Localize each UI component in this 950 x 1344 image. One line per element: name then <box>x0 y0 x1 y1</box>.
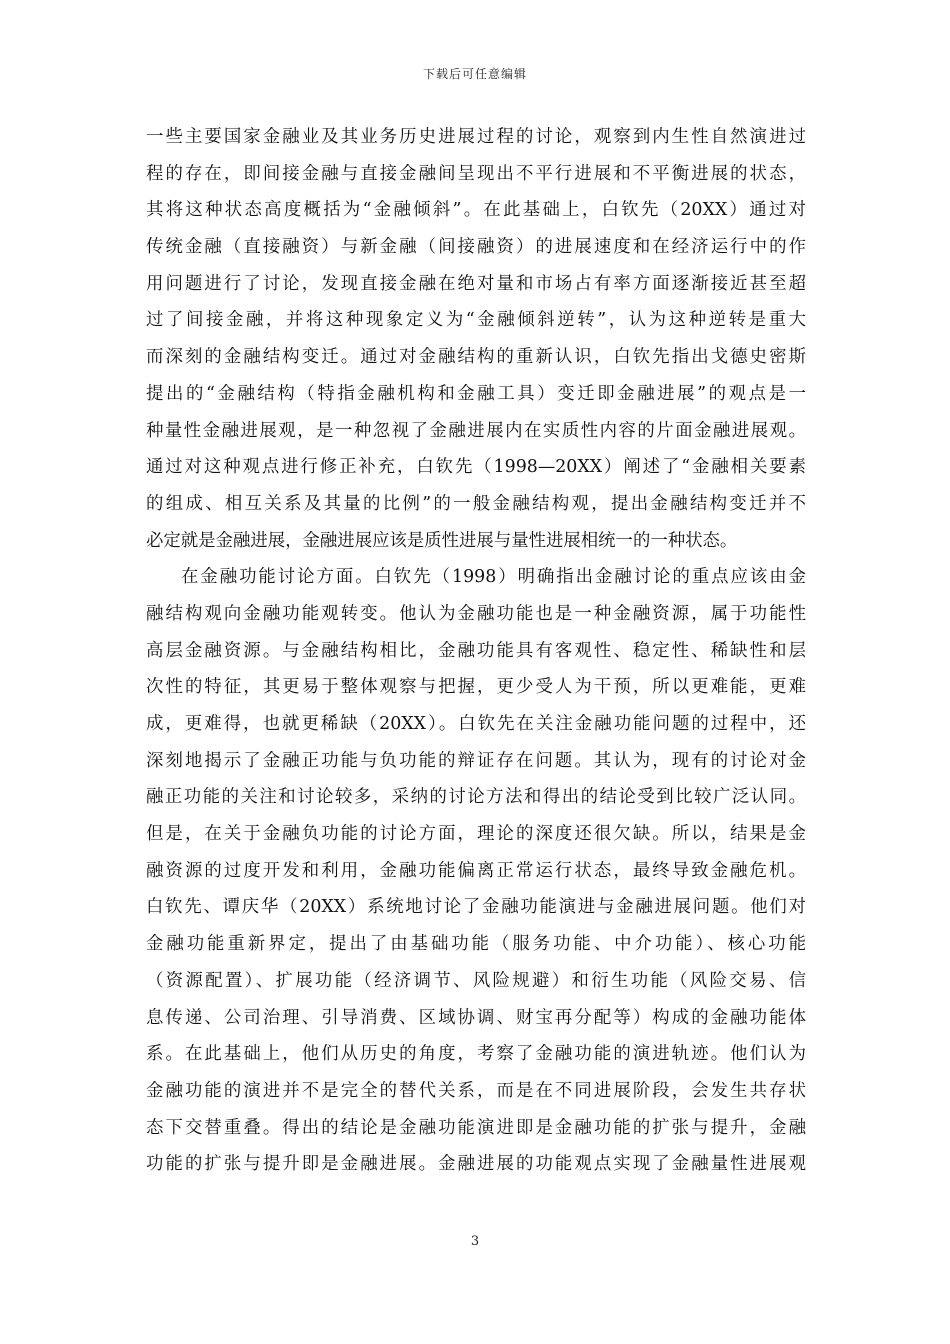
body-line: 系。在此基础上，他们从历史的角度，考察了金融功能的演进轨迹。他们认为 <box>146 1044 806 1065</box>
body-line: 用问题进行了讨论，发现直接金融在绝对量和市场占有率方面逐渐接近甚至超 <box>146 273 806 294</box>
body-line: 次性的特征，其更易于整体观察与把握，更少受人为干预，所以更难能，更难 <box>146 677 806 698</box>
body-line: 过了间接金融，并将这种现象定义为“金融倾斜逆转”，认为这种逆转是重大 <box>146 310 806 331</box>
body-line: 一些主要国家金融业及其业务历史进展过程的讨论，观察到内生性自然演进过 <box>146 127 806 147</box>
body-line: 通过对这种观点进行修正补充，白钦先（1998—20XX）阐述了“金融相关要素 <box>146 457 806 478</box>
body-line: 态下交替重叠。得出的结论是金融功能演进即是金融功能的扩张与提升，金融 <box>146 1117 806 1138</box>
body-line: 白钦先、谭庆华（20XX）系统地讨论了金融功能演进与金融进展问题。他们对 <box>146 897 806 918</box>
body-line: 功能的扩张与提升即是金融进展。金融进展的功能观点实现了金融量性进展观 <box>146 1154 806 1175</box>
document-body <box>146 119 806 1183</box>
body-line: 金融功能的演进并不是完全的替代关系，而是在不同进展阶段，会发生共存状 <box>146 1080 806 1101</box>
body-line: 息传递、公司治理、引导消费、区域协调、财宝再分配等）构成的金融功能体 <box>146 1007 806 1028</box>
body-line: 但是，在关于金融负功能的讨论方面，理论的深度还很欠缺。所以，结果是金 <box>146 824 806 845</box>
body-line: 程的存在，即间接金融与直接金融间呈现出不平行进展和不平衡进展的状态， <box>146 163 806 184</box>
body-line: 提出的“金融结构（特指金融机构和金融工具）变迁即金融进展”的观点是一 <box>146 383 806 404</box>
body-line: 其将这种状态高度概括为“金融倾斜”。在此基础上，白钦先（20XX）通过对 <box>146 200 806 221</box>
body-line: 高层金融资源。与金融结构相比，金融功能具有客观性、稳定性、稀缺性和层 <box>146 640 806 661</box>
body-line: 种量性金融进展观，是一种忽视了金融进展内在实质性内容的片面金融进展观。 <box>146 420 806 441</box>
page-header: 下载后可任意编辑 <box>422 67 527 81</box>
body-line: 融资源的过度开发和利用，金融功能偏离正常运行状态，最终导致金融危机。 <box>146 860 806 881</box>
body-line: 的组成、相互关系及其量的比例”的一般金融结构观，提出金融结构变迁并不 <box>146 493 806 514</box>
body-line: 金融功能重新界定，提出了由基础功能（服务功能、中介功能）、核心功能 <box>146 934 806 955</box>
body-line-paragraph-start: 在金融功能讨论方面。白钦先（1998）明确指出金融讨论的重点应该由金 <box>181 567 806 588</box>
body-line: 融正功能的关注和讨论较多，采纳的讨论方法和得出的结论受到比较广泛认同。 <box>146 787 806 808</box>
body-line: 传统金融（直接融资）与新金融（间接融资）的进展速度和在经济运行中的作 <box>146 237 806 258</box>
body-line: 深刻地揭示了金融正功能与负功能的辩证存在问题。其认为，现有的讨论对金 <box>146 750 806 771</box>
body-line: （资源配置）、扩展功能（经济调节、风险规避）和衍生功能（风险交易、信 <box>146 970 806 991</box>
body-line: 必定就是金融进展，金融进展应该是质性进展与量性进展相统一的一种状态。 <box>146 530 738 551</box>
body-line: 成，更难得，也就更稀缺（20XX）。白钦先在关注金融功能问题的过程中，还 <box>146 714 806 734</box>
page-number: 3 <box>470 1234 480 1249</box>
body-line: 而深刻的金融结构变迁。通过对金融结构的重新认识，白钦先指出戈德史密斯 <box>146 347 806 368</box>
body-line: 融结构观向金融功能观转变。他认为金融功能也是一种金融资源，属于功能性 <box>146 603 806 624</box>
